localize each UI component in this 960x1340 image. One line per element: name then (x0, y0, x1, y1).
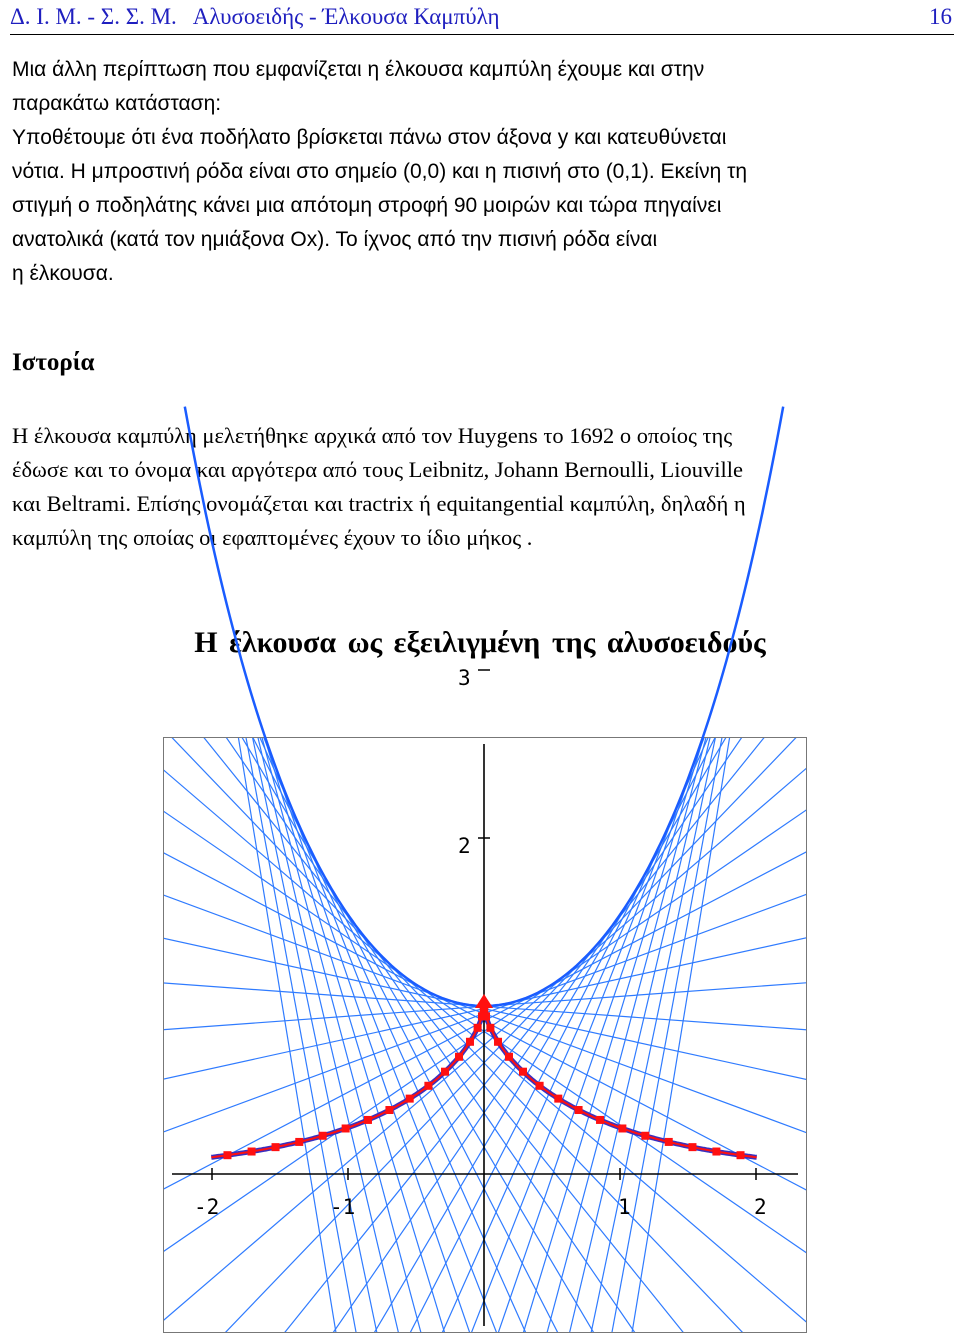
tractrix-point (505, 1053, 513, 1061)
tractrix-point (364, 1116, 372, 1124)
tractrix-point (665, 1138, 673, 1146)
y-tick-label: 2 (458, 834, 471, 858)
tractrix-figure (163, 666, 807, 1333)
tractrix-point (554, 1095, 562, 1103)
x-tick-label: -2 (194, 1195, 220, 1219)
tractrix-point (248, 1148, 256, 1156)
tractrix-point (688, 1143, 696, 1151)
x-tick-label: 2 (754, 1195, 767, 1219)
tractrix-point (466, 1038, 474, 1046)
history-line: Η έλκουσα καμπύλη μελετήθηκε αρχικά από τον Huygens το 1692 ο οποίος της (12, 423, 733, 448)
intro-line: ανατολικά (κατά τον ημιάξονα Οx). Το ίχνος από την πισινή ρόδα είναι (12, 228, 658, 251)
x-tick-label: -1 (330, 1195, 356, 1219)
figure-title: Η έλκουσα ως εξειλιγμένη της αλυσοειδούς (194, 626, 766, 659)
tractrix-point (223, 1151, 231, 1159)
tractrix-point (319, 1132, 327, 1140)
history-line: και Beltrami. Επίσης ονομάζεται και tractrix ή equitangential καμπύλη, δηλαδή η (12, 491, 746, 516)
tractrix-point (536, 1082, 544, 1090)
page-number: 16 (929, 4, 952, 29)
tractrix-point (478, 1012, 486, 1020)
header-title: Δ. Ι. Μ. - Σ. Σ. Μ. Αλυσοειδής - Έλκουσα Καμπύλη (10, 4, 500, 29)
intro-line: παρακάτω κατάσταση: (12, 92, 222, 115)
tractrix-point (342, 1124, 350, 1132)
tractrix-point (519, 1068, 527, 1076)
y-tick-label: 3 (458, 666, 471, 690)
page-header (10, 0, 954, 35)
intro-line: Μια άλλη περίπτωση που εμφανίζεται η έλκουσα καμπύλη έχουμε και στην (12, 58, 705, 81)
tractrix-point (295, 1138, 303, 1146)
x-tick-label: 1 (618, 1195, 631, 1219)
tick-labels (194, 666, 767, 1219)
tractrix-point (737, 1151, 745, 1159)
tractrix-point (712, 1148, 720, 1156)
tractrix-point (272, 1143, 280, 1151)
section-heading-history: Ιστορία (12, 349, 95, 376)
tractrix-point (575, 1106, 583, 1114)
tractrix-point (494, 1038, 502, 1046)
tractrix-point (474, 1024, 482, 1032)
tractrix-point (618, 1124, 626, 1132)
tractrix-point (385, 1106, 393, 1114)
tractrix-point (406, 1095, 414, 1103)
tractrix-plot (164, 666, 806, 1332)
intro-line: νότια. Η μπροστινή ρόδα είναι στο σημείο (0,0) και η πισινή στο (0,1). Εκείνη τη (12, 160, 748, 183)
tractrix-point (486, 1024, 494, 1032)
cusp-marker (475, 994, 493, 1008)
tractrix-point (641, 1132, 649, 1140)
intro-line: Υποθέτουμε ότι ένα ποδήλατο βρίσκεται πάνω στον άξονα y και κατευθύνεται (12, 126, 727, 149)
tractrix-point (455, 1053, 463, 1061)
tractrix-point (596, 1116, 604, 1124)
history-line: καμπύλη της οποίας οι εφαπτομένες έχουν το ίδιο μήκος . (12, 525, 533, 550)
intro-line: στιγμή ο ποδηλάτης κάνει μια απότομη στροφή 90 μοιρών και τώρα πηγαίνει (12, 194, 722, 217)
intro-line: η έλκουσα. (12, 262, 114, 285)
tractrix-point (441, 1068, 449, 1076)
history-line: έδωσε και το όνομα και αργότερα από τους Leibnitz, Johann Bernoulli, Liouville (12, 457, 743, 482)
tractrix-point (424, 1082, 432, 1090)
